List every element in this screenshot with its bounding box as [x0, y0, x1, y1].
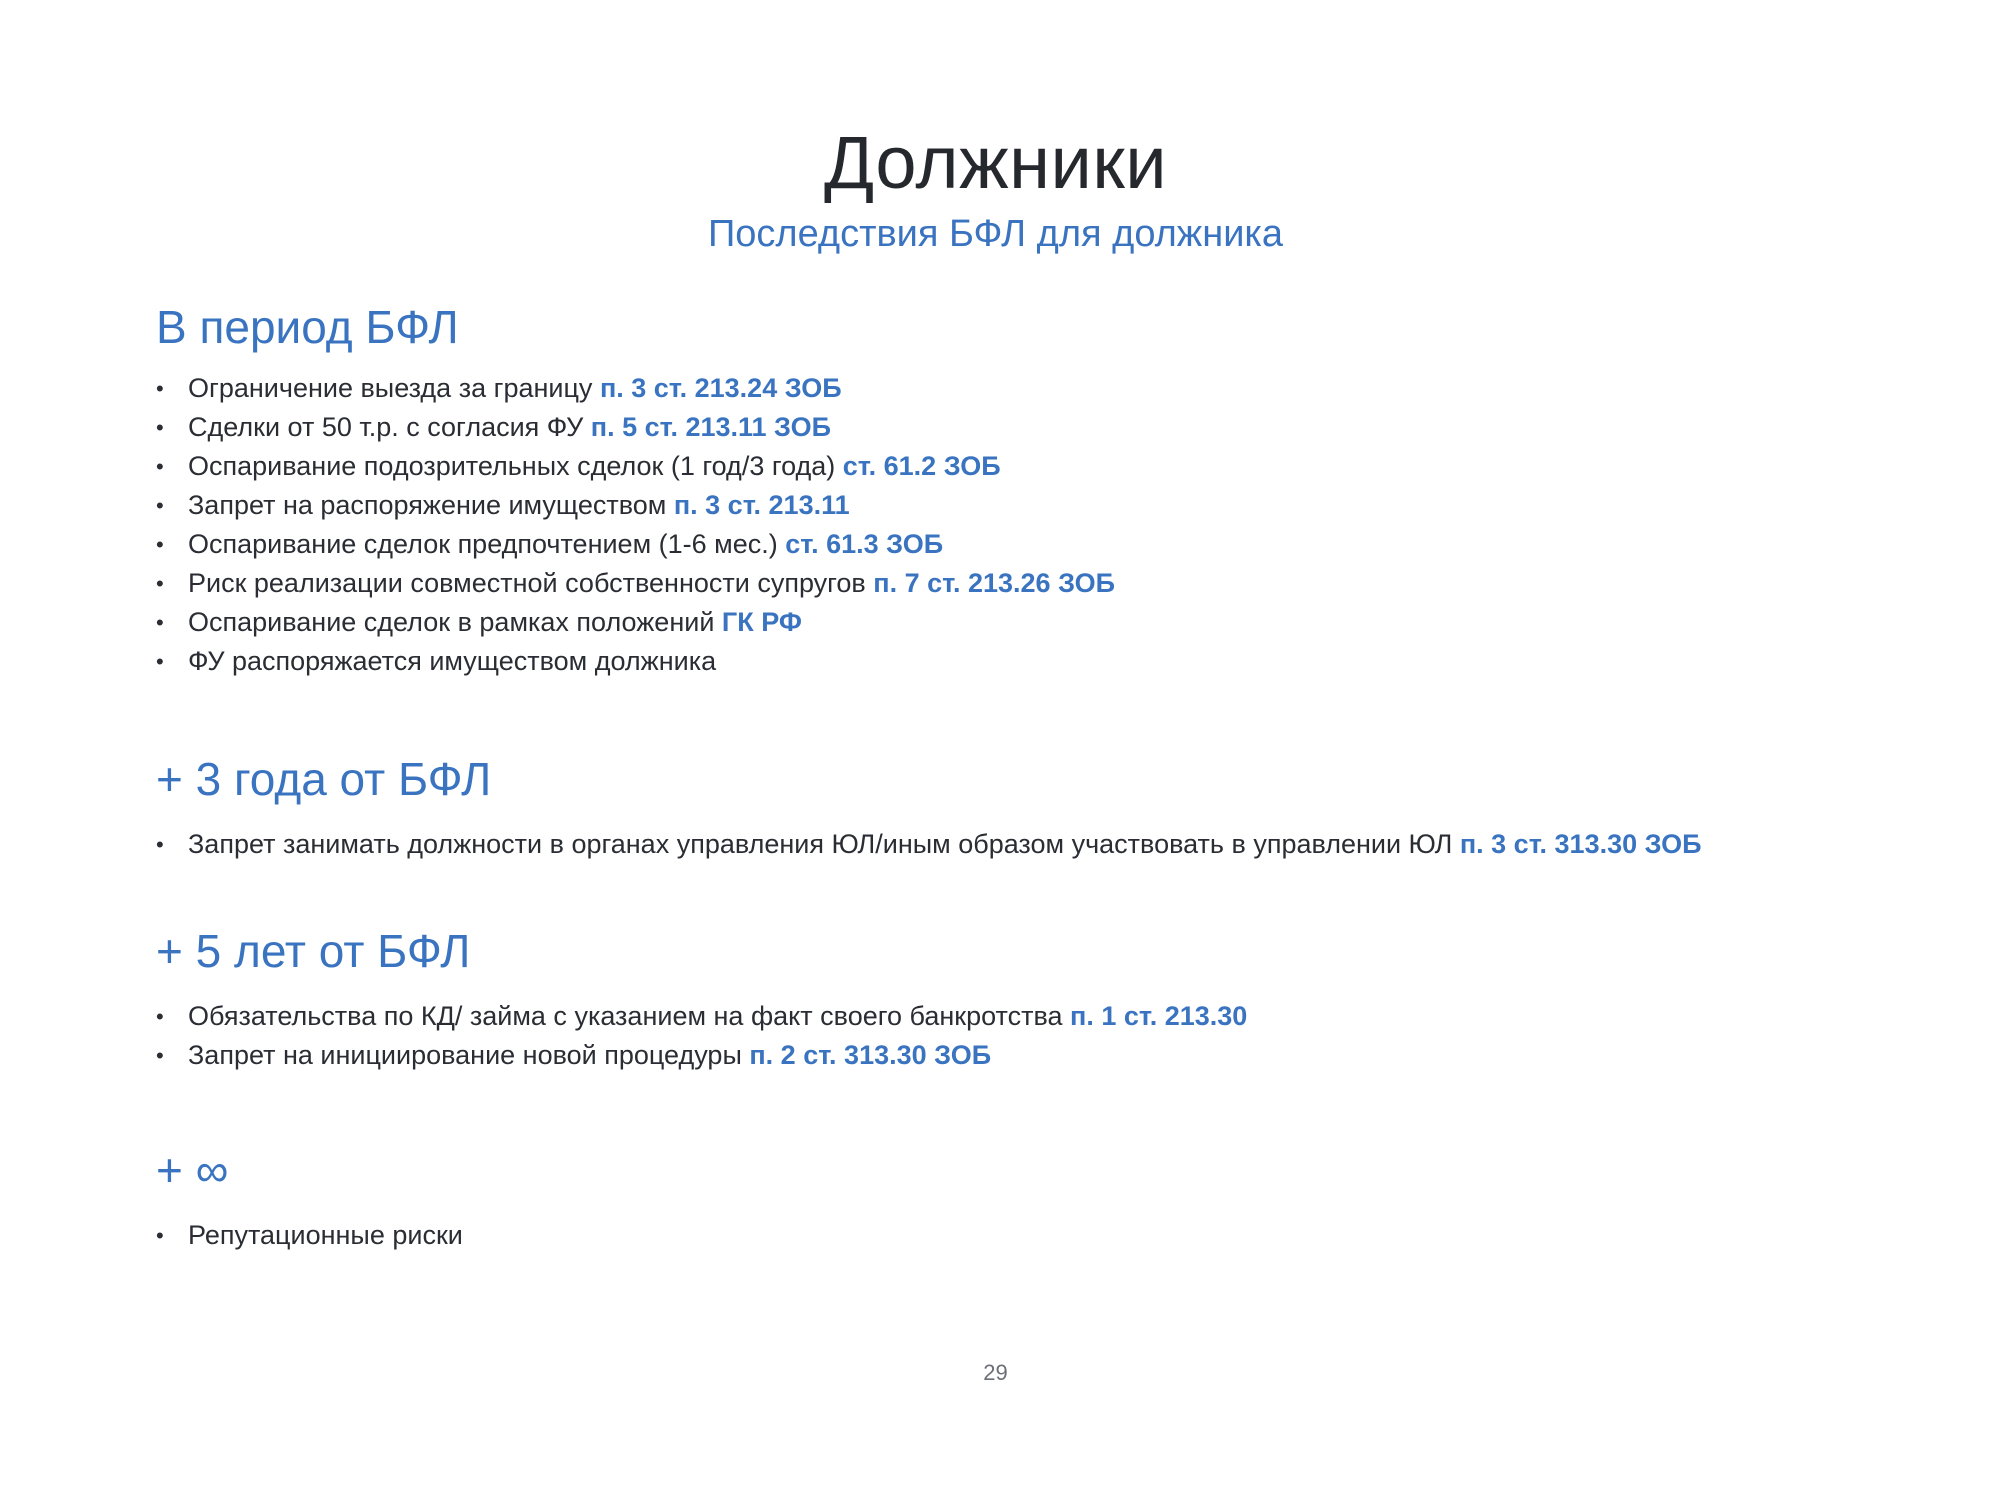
law-reference: п. 2 ст. 313.30 ЗОБ	[749, 1040, 992, 1070]
item-text: Обязательства по КД/ займа с указанием на факт своего банкротства	[188, 1001, 1071, 1031]
bullet-icon: •	[156, 1223, 164, 1248]
list-item	[156, 525, 1936, 564]
list-item	[156, 447, 1936, 486]
section-plus-3-years	[156, 749, 1936, 864]
item-text: Оспаривание сделок в рамках положений	[188, 607, 722, 637]
item-text: ФУ распоряжается имуществом должника	[188, 646, 717, 676]
section-forever	[156, 1140, 1936, 1255]
bullet-icon: •	[156, 649, 164, 674]
section-during-bankruptcy	[156, 297, 1936, 681]
item-text: Запрет на распоряжение имуществом	[188, 490, 674, 520]
bullet-icon: •	[156, 532, 164, 557]
bullet-icon: •	[156, 454, 164, 479]
list-item	[156, 642, 1936, 681]
bullet-icon: •	[156, 1004, 164, 1029]
item-text: Ограничение выезда за границу	[188, 373, 600, 403]
item-text: Сделки от 50 т.р. с согласия ФУ	[188, 412, 591, 442]
page-subtitle: Последствия БФЛ для должника	[707, 213, 1284, 255]
consequence-list	[156, 825, 1936, 864]
list-item	[156, 486, 1936, 525]
list-item	[156, 408, 1936, 447]
consequence-list	[156, 369, 1936, 681]
list-item	[156, 564, 1936, 603]
list-item	[156, 825, 1936, 864]
bullet-icon: •	[156, 415, 164, 440]
item-text: Оспаривание сделок предпочтением (1-6 мес.)	[188, 529, 786, 559]
item-text: Оспаривание подозрительных сделок (1 год/3 года)	[188, 451, 843, 481]
item-text: Запрет на инициирование новой процедуры	[188, 1040, 750, 1070]
item-text: Репутационные риски	[188, 1220, 463, 1250]
section-heading: + ∞	[156, 1144, 229, 1196]
page-number: 29	[983, 1360, 1008, 1385]
section-heading: + 5 лет от БФЛ	[156, 925, 471, 977]
list-item	[156, 1036, 1936, 1075]
section-heading: + 3 года от БФЛ	[156, 753, 492, 805]
law-reference: п. 3 ст. 213.24 ЗОБ	[599, 373, 842, 403]
bullet-icon: •	[156, 610, 164, 635]
item-text: Риск реализации совместной собственности супругов	[188, 568, 874, 598]
law-reference: п. 3 ст. 213.11	[673, 490, 850, 520]
list-item	[156, 603, 1936, 642]
bullet-icon: •	[156, 571, 164, 596]
list-item	[156, 369, 1936, 408]
bullet-icon: •	[156, 493, 164, 518]
law-reference: ГК РФ	[721, 607, 802, 637]
section-plus-5-years	[156, 921, 1936, 1075]
section-heading: В период БФЛ	[156, 301, 459, 353]
law-reference: п. 5 ст. 213.11 ЗОБ	[590, 412, 832, 442]
bullet-icon: •	[156, 1043, 164, 1068]
law-reference: п. 1 ст. 213.30	[1070, 1001, 1248, 1031]
list-item	[156, 997, 1936, 1036]
consequence-list	[156, 1216, 1936, 1255]
law-reference: ст. 61.3 ЗОБ	[785, 529, 944, 559]
law-reference: п. 7 ст. 213.26 ЗОБ	[873, 568, 1116, 598]
item-text: Запрет занимать должности в органах управления ЮЛ/иным образом участвовать в управлении ЮЛ	[188, 829, 1460, 859]
law-reference: ст. 61.2 ЗОБ	[842, 451, 1001, 481]
law-reference: п. 3 ст. 313.30 ЗОБ	[1459, 829, 1702, 859]
bullet-icon: •	[156, 376, 164, 401]
page-title: Должники	[823, 121, 1168, 204]
consequence-list	[156, 997, 1936, 1075]
bullet-icon: •	[156, 832, 164, 857]
list-item	[156, 1216, 1936, 1255]
